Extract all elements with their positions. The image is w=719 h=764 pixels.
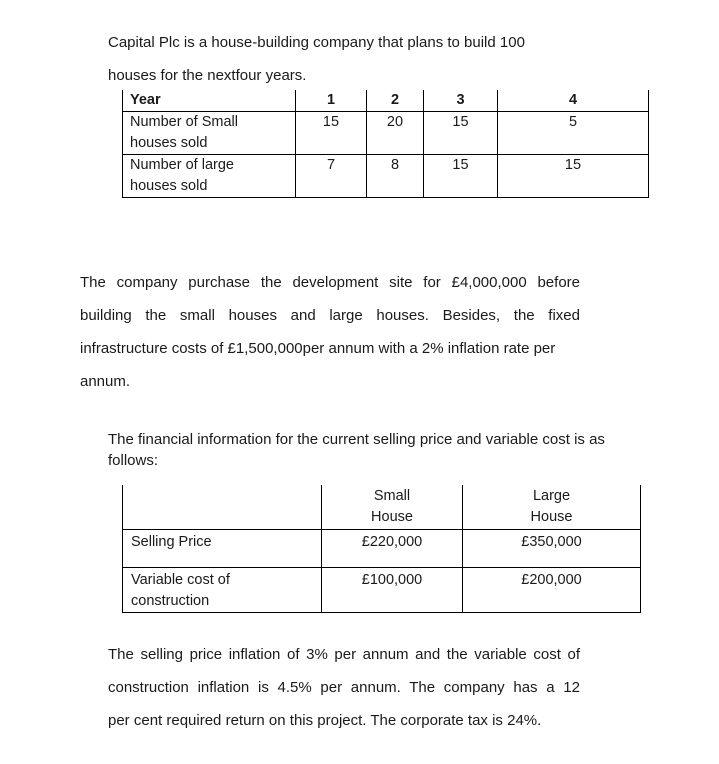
table-cell: 5 [498,112,649,155]
row-label: Number of large houses sold [123,155,296,198]
table-header-row [123,485,641,530]
year-header: Year [123,90,296,112]
row-label: Number of Small houses sold [123,112,296,155]
year-2-header: 2 [367,90,424,112]
site-cost-paragraph [80,266,580,398]
table-header-row [123,90,649,112]
financial-line-2: follows: [108,452,159,469]
year-4-header: 4 [498,90,649,112]
year-1-header: 1 [296,90,367,112]
table-row [123,568,641,613]
small-house-header: Small House [322,485,463,530]
table-cell: 7 [296,155,367,198]
table-cell: 15 [498,155,649,198]
inflation-paragraph [108,638,580,737]
inflation-line-2: construction inflation is 4.5% per annum. The company has a 12 [108,679,580,696]
table-cell: 8 [367,155,424,198]
intro-paragraph [108,26,578,92]
row-label: Variable cost of construction [123,568,322,613]
houses-sold-table [122,90,649,198]
site-line-1: The company purchase the development site for £4,000,000 before [80,274,580,291]
site-line-3: infrastructure costs of £1,500,000per annum with a 2% inflation rate per [80,340,556,357]
site-line-4: annum. [80,373,131,390]
table-row [123,112,649,155]
table-cell: 15 [424,155,498,198]
financial-intro-paragraph [108,429,653,471]
table-cell: £220,000 [322,530,463,568]
large-house-header: Large House [463,485,641,530]
site-line-2: building the small houses and large houses. Besides, the fixed [80,307,580,324]
table-cell: 15 [424,112,498,155]
row-label: Selling Price [123,530,322,568]
table-cell: 15 [296,112,367,155]
price-cost-table [122,485,641,613]
table-cell: £200,000 [463,568,641,613]
table-cell: £350,000 [463,530,641,568]
table-cell: £100,000 [322,568,463,613]
year-3-header: 3 [424,90,498,112]
table-row [123,155,649,198]
blank-header-cell [123,485,322,530]
inflation-line-3: per cent required return on this project. The corporate tax is 24%. [108,712,542,729]
intro-line-2: houses for the nextfour years. [108,67,307,84]
table-cell: 20 [367,112,424,155]
intro-line-1: Capital Plc is a house-building company that plans to build 100 [108,34,525,51]
table-row [123,530,641,568]
inflation-line-1: The selling price inflation of 3% per annum and the variable cost of [108,646,580,663]
financial-line-1: The financial information for the current selling price and variable cost is as [108,431,605,448]
